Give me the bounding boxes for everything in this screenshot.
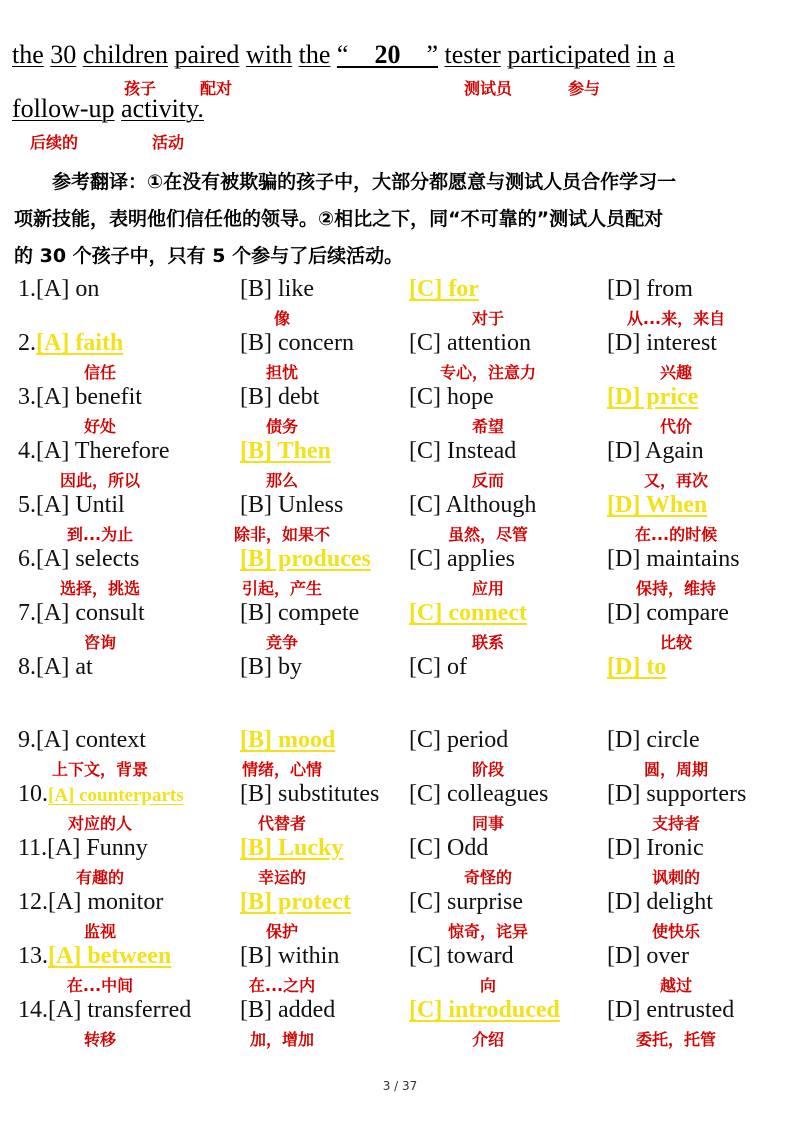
chinese-gloss: 应用: [471, 579, 504, 598]
question-row: [0, 492, 800, 546]
passage-line-2: [12, 94, 204, 124]
question-row: [0, 600, 800, 654]
option-label: [D] Again: [607, 438, 704, 464]
option-label: [C] Instead: [409, 438, 517, 464]
question-row: [0, 727, 800, 781]
chinese-gloss: 信任: [83, 363, 116, 382]
option-label: [C] colleagues: [409, 781, 549, 807]
option-b: [240, 492, 343, 519]
question-row: [0, 835, 800, 889]
correct-answer: [A] between: [48, 943, 172, 969]
option-label: [B] by: [240, 654, 302, 680]
chinese-gloss: 在...之内: [248, 976, 316, 995]
option-d: [607, 781, 746, 808]
option-d: [607, 654, 666, 681]
option-c: [409, 438, 516, 465]
correct-answer: [A] faith: [36, 330, 124, 356]
option-label: [B] within: [240, 943, 340, 969]
option-label: [A] Until: [36, 492, 125, 518]
chinese-gloss: 阶段: [471, 760, 504, 779]
option-a: [18, 889, 163, 916]
option-b: [240, 600, 359, 627]
chinese-gloss: 幸运的: [257, 868, 306, 887]
option-d: [607, 727, 700, 754]
option-a: [18, 330, 123, 357]
page-indicator: 3 / 37: [382, 1079, 418, 1093]
option-d: [607, 276, 693, 303]
option-a: [18, 654, 93, 681]
chinese-gloss: 从...来，来自: [626, 309, 726, 328]
option-c: [409, 276, 479, 303]
option-d: [607, 889, 713, 916]
chinese-gloss: 代替者: [257, 814, 306, 833]
option-c: [409, 943, 514, 970]
chinese-gloss: 同事: [471, 814, 504, 833]
question-row: [0, 438, 800, 492]
gloss-activity: 活动: [152, 133, 185, 152]
translation-line: 项新技能，表明他们信任他的领导。②相比之下，同“不可靠的”测试人员配对: [14, 208, 664, 230]
correct-answer: [B] Lucky: [240, 835, 344, 861]
chinese-gloss: 奇怪的: [463, 868, 512, 887]
option-b: [240, 781, 379, 808]
correct-answer: [C] introduced: [409, 997, 560, 1023]
chinese-gloss: 圆，周期: [643, 760, 708, 779]
gloss-tester: 测试员: [464, 79, 513, 98]
option-label: [D] supporters: [607, 781, 747, 807]
option-c: [409, 727, 508, 754]
question-row: [0, 276, 800, 330]
option-b: [240, 330, 354, 357]
option-label: [A] context: [36, 727, 146, 753]
chinese-gloss: 惊奇，诧异: [447, 922, 528, 941]
word: the: [298, 40, 331, 69]
option-d: [607, 997, 734, 1024]
option-label: [D] compare: [607, 600, 729, 626]
quote-close: ”: [426, 40, 439, 69]
question-number: 10.: [18, 781, 48, 807]
option-label: [D] delight: [607, 889, 713, 915]
option-label: [C] Although: [409, 492, 537, 518]
option-label: [A] selects: [36, 546, 140, 572]
blank-number: 20: [374, 40, 401, 69]
question-number: 2.: [18, 330, 36, 356]
chinese-gloss: 支持者: [651, 814, 700, 833]
option-label: [B] Unless: [240, 492, 344, 518]
option-label: [D] entrusted: [607, 997, 735, 1023]
question-number: 4.: [18, 438, 36, 464]
option-label: [C] applies: [409, 546, 515, 572]
question-row: [0, 330, 800, 384]
option-label: [D] Ironic: [607, 835, 704, 861]
option-label: [B] substitutes: [240, 781, 380, 807]
option-a: [18, 276, 99, 303]
chinese-gloss: 讽刺的: [651, 868, 700, 887]
option-a: [18, 943, 171, 970]
option-label: [D] circle: [607, 727, 700, 753]
chinese-gloss: 有趣的: [75, 868, 124, 887]
chinese-gloss: 向: [479, 976, 496, 995]
question-number: 3.: [18, 384, 36, 410]
word: participated: [507, 40, 631, 69]
option-b: [240, 889, 351, 916]
option-a: [18, 384, 142, 411]
question-number: 14.: [18, 997, 48, 1023]
chinese-gloss: 比较: [659, 633, 692, 652]
option-b: [240, 997, 335, 1024]
chinese-gloss: 联系: [471, 633, 504, 652]
option-label: [B] concern: [240, 330, 354, 356]
question-number: 8.: [18, 654, 36, 680]
option-label: [B] compete: [240, 600, 360, 626]
chinese-gloss: 兴趣: [659, 363, 692, 382]
option-a: [18, 997, 191, 1024]
option-label: [D] from: [607, 276, 693, 302]
question-row: [0, 384, 800, 438]
chinese-gloss: 好处: [83, 417, 116, 436]
option-c: [409, 492, 536, 519]
question-row: [0, 943, 800, 997]
word: tester: [444, 40, 501, 69]
correct-answer: [D] price: [607, 384, 699, 410]
chinese-gloss: 加，增加: [249, 1030, 314, 1049]
chinese-gloss: 除非，如果不: [233, 525, 330, 544]
chinese-gloss: 越过: [659, 976, 692, 995]
option-label: [A] benefit: [36, 384, 142, 410]
option-c: [409, 654, 467, 681]
chinese-gloss: 情绪，心情: [241, 760, 322, 779]
word: with: [245, 40, 293, 69]
question-number: 6.: [18, 546, 36, 572]
question-number: 5.: [18, 492, 36, 518]
chinese-gloss: 转移: [83, 1030, 116, 1049]
correct-answer: [D] When: [607, 492, 708, 518]
chinese-gloss: 债务: [265, 417, 298, 436]
question-row: [0, 781, 800, 835]
blank-20: [337, 40, 438, 70]
chinese-gloss: 咨询: [83, 633, 116, 652]
chinese-gloss: 引起，产生: [241, 579, 322, 598]
option-c: [409, 997, 560, 1024]
option-label: [A] transferred: [48, 997, 192, 1023]
correct-answer: [B] protect: [240, 889, 351, 915]
option-label: [A] Funny: [47, 835, 148, 861]
option-label: [D] interest: [607, 330, 717, 356]
gloss-participated: 参与: [568, 79, 601, 98]
reference-translation: [14, 164, 784, 275]
option-label: [B] debt: [240, 384, 320, 410]
chinese-gloss: 上下文，背景: [51, 760, 148, 779]
word: paired: [174, 40, 240, 69]
option-c: [409, 781, 548, 808]
option-a: [18, 835, 148, 862]
chinese-gloss: 又，再次: [643, 471, 708, 490]
chinese-gloss: 希望: [471, 417, 504, 436]
question-row: [0, 654, 800, 708]
word: a: [663, 40, 675, 69]
option-label: [D] over: [607, 943, 689, 969]
word: the: [12, 40, 44, 69]
question-number: 12.: [18, 889, 48, 915]
option-c: [409, 330, 531, 357]
chinese-gloss: 因此，所以: [59, 471, 140, 490]
option-c: [409, 835, 488, 862]
option-label: [A] Therefore: [36, 438, 170, 464]
option-a: [18, 492, 125, 519]
correct-answer: [C] connect: [409, 600, 527, 626]
gloss-children: 孩子: [124, 79, 157, 98]
option-b: [240, 943, 339, 970]
chinese-gloss: 到...为止: [66, 525, 134, 544]
option-label: [C] attention: [409, 330, 531, 356]
question-number: 11.: [18, 835, 48, 861]
option-label: [A] on: [36, 276, 100, 302]
chinese-gloss: 在...的时候: [634, 525, 718, 544]
option-a: [18, 727, 146, 754]
chinese-gloss: 那么: [265, 471, 298, 490]
question-row: [0, 889, 800, 943]
option-label: [C] Odd: [409, 835, 489, 861]
question-number: 13.: [18, 943, 48, 969]
option-d: [607, 492, 707, 519]
word: 30: [50, 40, 77, 69]
option-label: [C] hope: [409, 384, 494, 410]
option-c: [409, 384, 494, 411]
word: in: [636, 40, 657, 69]
option-b: [240, 835, 343, 862]
correct-answer: [B] mood: [240, 727, 336, 753]
chinese-gloss: 虽然，尽管: [447, 525, 528, 544]
quote-open: “: [336, 40, 349, 69]
chinese-gloss: 选择，挑选: [59, 579, 140, 598]
option-a: [18, 781, 184, 808]
chinese-gloss: 代价: [659, 417, 692, 436]
chinese-gloss: 对应的人: [67, 814, 132, 833]
chinese-gloss: 监视: [83, 922, 116, 941]
option-b: [240, 727, 335, 754]
option-label: [D] maintains: [607, 546, 740, 572]
option-a: [18, 600, 145, 627]
option-d: [607, 600, 729, 627]
option-b: [240, 276, 314, 303]
correct-answer: [A] counterparts: [48, 785, 184, 806]
option-label: [C] of: [409, 654, 467, 680]
option-c: [409, 889, 523, 916]
option-d: [607, 835, 704, 862]
option-label: [A] at: [36, 654, 93, 680]
option-a: [18, 438, 169, 465]
translation-line: 的 30 个孩子中，只有 5 个参与了后续活动。: [14, 245, 404, 267]
chinese-gloss: 保持，维持: [635, 579, 716, 598]
option-d: [607, 546, 740, 573]
gloss-paired: 配对: [200, 79, 233, 98]
question-row: [0, 997, 800, 1051]
correct-answer: [D] to: [607, 654, 667, 680]
chinese-gloss: 竞争: [265, 633, 298, 652]
option-label: [B] like: [240, 276, 314, 302]
passage-line-1: [12, 40, 675, 70]
option-label: [C] toward: [409, 943, 514, 969]
option-b: [240, 438, 331, 465]
chinese-gloss: 专心，注意力: [439, 363, 536, 382]
chinese-gloss: 对于: [471, 309, 504, 328]
option-b: [240, 654, 302, 681]
option-label: [C] surprise: [409, 889, 523, 915]
option-b: [240, 384, 319, 411]
option-label: [B] added: [240, 997, 336, 1023]
gloss-followup: 后续的: [30, 133, 79, 152]
correct-answer: [B] produces: [240, 546, 371, 572]
chinese-gloss: 像: [273, 309, 290, 328]
translation-label: 参考翻译：: [52, 171, 148, 193]
word: children: [82, 40, 168, 69]
option-d: [607, 438, 704, 465]
chinese-gloss: 介绍: [471, 1030, 504, 1049]
chinese-gloss: 担忧: [265, 363, 298, 382]
chinese-gloss: 委托，托管: [635, 1030, 716, 1049]
option-c: [409, 546, 515, 573]
option-label: [A] monitor: [48, 889, 164, 915]
correct-answer: [B] Then: [240, 438, 331, 464]
option-b: [240, 546, 371, 573]
option-a: [18, 546, 139, 573]
option-d: [607, 330, 717, 357]
correct-answer: [C] for: [409, 276, 479, 302]
chinese-gloss: 保护: [265, 922, 298, 941]
chinese-gloss: 在...中间: [66, 976, 134, 995]
option-d: [607, 384, 698, 411]
question-number: 7.: [18, 600, 36, 626]
word: activity.: [121, 94, 204, 123]
chinese-gloss: 使快乐: [651, 922, 700, 941]
chinese-gloss: 反而: [471, 471, 504, 490]
option-c: [409, 600, 527, 627]
question-number: 9.: [18, 727, 36, 753]
option-label: [C] period: [409, 727, 509, 753]
word: follow-up: [12, 94, 115, 123]
question-row: [0, 546, 800, 600]
option-label: [A] consult: [36, 600, 145, 626]
translation-line: ①在没有被欺骗的孩子中，大部分都愿意与测试人员合作学习一: [147, 171, 677, 193]
question-number: 1.: [18, 276, 36, 302]
option-d: [607, 943, 689, 970]
